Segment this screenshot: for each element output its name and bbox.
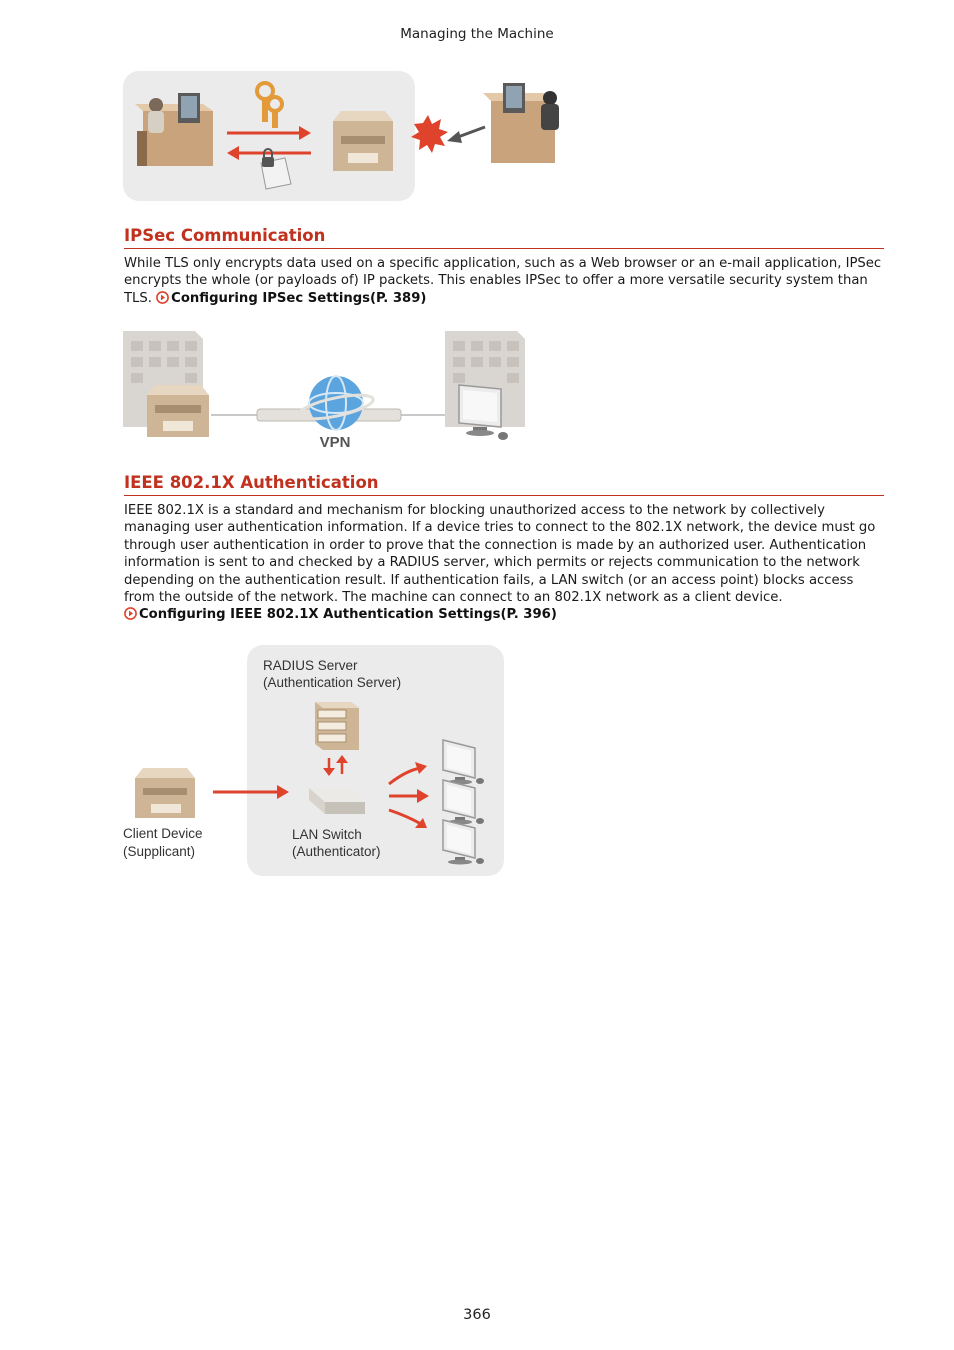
computer-monitor-icon <box>459 385 508 440</box>
page-number: 366 <box>463 1307 491 1323</box>
link-arrow-icon <box>124 607 137 620</box>
link-arrow-icon <box>156 291 169 304</box>
globe-icon <box>297 376 375 430</box>
ipsec-link-label: Configuring IPSec Settings(P. 389) <box>171 290 427 306</box>
ipsec-body-text: While TLS only encrypts data used on a specific application, such as a Web browser or an e-mail application, IPSec encrypts the whole (or payloads of) IP packets. This enables IPSec to offer a more versatile security system than TLS. <box>124 256 882 306</box>
ieee8021x-settings-link[interactable] <box>124 607 557 622</box>
radius-server-sublabel: (Authentication Server) <box>263 675 402 690</box>
client-device-label: Client Device <box>123 826 203 841</box>
ipsec-description <box>124 255 886 307</box>
ieee8021x-figure <box>121 644 507 877</box>
printer-icon <box>147 385 209 437</box>
ieee8021x-description <box>124 502 886 624</box>
section-heading-ieee8021x: IEEE 802.1X Authentication <box>124 473 884 496</box>
server-icon <box>315 702 359 750</box>
ieee8021x-link-label: Configuring IEEE 802.1X Authentication Settings(P. 396) <box>139 607 557 623</box>
running-header: Managing the Machine <box>400 26 554 42</box>
printer-icon <box>333 111 393 171</box>
printer-icon <box>135 768 195 818</box>
radius-server-label: RADIUS Server <box>263 658 358 673</box>
vpn-label: VPN <box>319 434 351 451</box>
ieee8021x-body-text: IEEE 802.1X is a standard and mechanism for blocking unauthorized access to the network by collectively managing user authentication information. If a device tries to connect to the 802.1X network, the device must go through user authentication in order to prove that the connection is made by an authorized user. Authentication information is sent to and checked by a RADIUS server, which permits or rejects communication to the network depending on the authentication result. If authentication fails, a LAN switch (or an access point) blocks access from the outside of the network. The machine can connect to an 802.1X network as a client device. <box>124 503 876 606</box>
lan-switch-sublabel: (Authenticator) <box>292 844 381 859</box>
lan-switch-label: LAN Switch <box>292 827 362 842</box>
tls-figure <box>123 71 573 202</box>
intruder-icon <box>483 83 559 163</box>
vpn-figure <box>123 327 528 451</box>
section-heading-ipsec: IPSec Communication <box>124 226 884 249</box>
ipsec-settings-link[interactable] <box>156 291 426 306</box>
attack-burst-icon <box>411 115 448 153</box>
incoming-arrow-icon <box>447 127 485 143</box>
client-device-sublabel: (Supplicant) <box>123 844 196 859</box>
